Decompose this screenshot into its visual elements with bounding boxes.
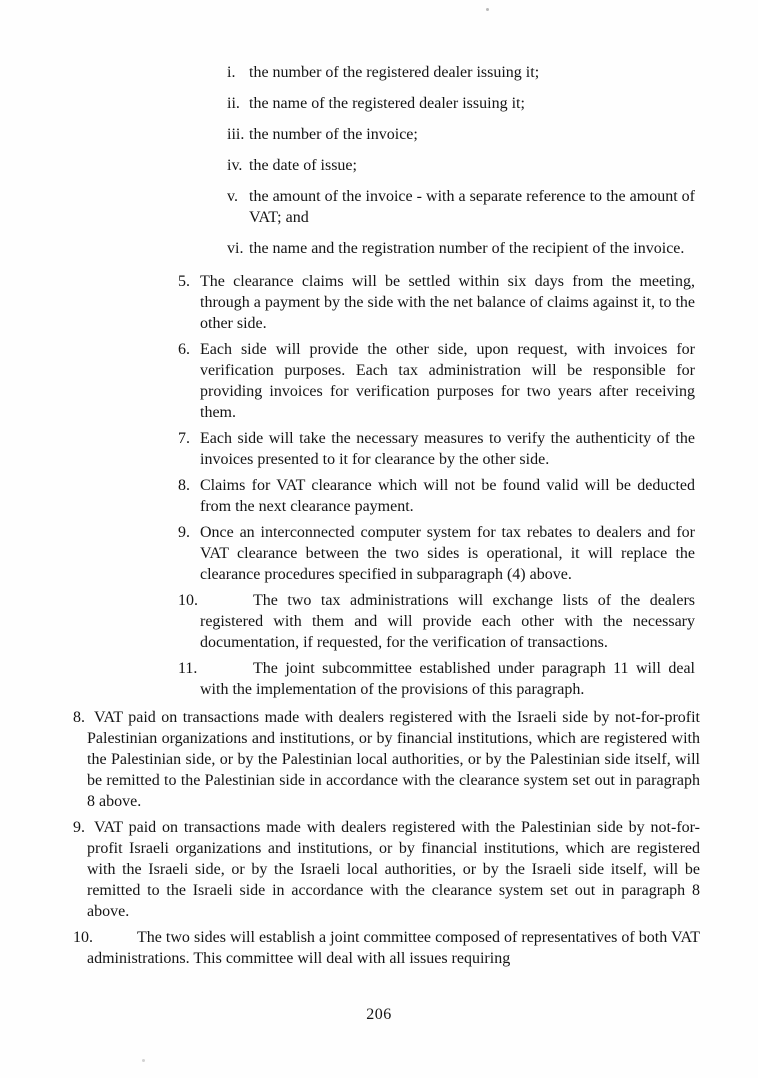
- item-text: Each side will take the necessary measures to verify the authenticity of the invoices presented to it for clearance by the other side.: [200, 430, 695, 468]
- item-text: the number of the invoice;: [249, 126, 418, 143]
- scan-artifact: [142, 1059, 145, 1062]
- item-text: the amount of the invoice - with a separate reference to the amount of VAT; and: [249, 188, 695, 226]
- item-marker: 5.: [178, 273, 190, 290]
- list-item: [178, 658, 695, 700]
- item-marker: 11.: [178, 660, 198, 677]
- item-text: Each side will provide the other side, upon request, with invoices for verification purposes. Each tax administration will be responsible for providing invoices for verification purposes for two years after receiving them.: [200, 341, 695, 421]
- item-text: The joint subcommittee established under paragraph 11 will deal with the implementation of the provisions of this paragraph.: [200, 660, 695, 698]
- list-item: [178, 522, 695, 585]
- list-item: [178, 475, 695, 517]
- item-text: VAT paid on transactions made with dealers registered with the Israeli side by not-for-profit Palestinian organizations and institutions, or by financial institutions, which are registered with the Palestinian side, or by the Palestinian local authorities, or by the Palestinian side itself, will be remitted to the Palestinian side in accordance with the clearance system set out in paragraph 8 above.: [87, 709, 700, 810]
- item-text: VAT paid on transactions made with dealers registered with the Palestinian side by not-for-profit Israeli organizations and institutions, or by financial institutions, which are registered with the Israeli side, or by the Israeli local authorities, or by the Israeli side itself, will be remitted to the Israeli side in accordance with the clearance system set out in paragraph 8 above.: [87, 819, 700, 920]
- item-marker: 6.: [178, 341, 190, 358]
- list-item: [73, 817, 700, 922]
- item-marker: 7.: [178, 430, 190, 447]
- list-item: [73, 707, 700, 812]
- scan-artifact: [486, 8, 489, 11]
- list-item: [227, 93, 695, 114]
- list-item: [73, 927, 700, 969]
- list-item: [178, 339, 695, 423]
- item-marker: v.: [227, 188, 238, 205]
- page-number: 206: [366, 1006, 392, 1023]
- list-item: [178, 428, 695, 470]
- numbered-sublist: [178, 271, 695, 700]
- list-item: [178, 271, 695, 334]
- item-marker: 8.: [178, 477, 190, 494]
- item-marker: 9.: [73, 819, 85, 836]
- item-marker: vi.: [227, 240, 244, 257]
- item-text: The two tax administrations will exchange lists of the dealers registered with them and will provide each other with the necessary documentation, if requested, for the verification of transactions.: [200, 592, 695, 651]
- list-item: [178, 590, 695, 653]
- list-item: [227, 124, 695, 145]
- item-marker: ii.: [227, 95, 240, 112]
- item-text: the name of the registered dealer issuing it;: [249, 95, 525, 112]
- item-marker: 10.: [73, 929, 93, 946]
- item-text: the number of the registered dealer issuing it;: [249, 64, 540, 81]
- item-marker: 8.: [73, 709, 85, 726]
- item-text: the date of issue;: [249, 157, 357, 174]
- main-paragraph-list: [73, 707, 700, 969]
- list-item: [227, 62, 695, 83]
- roman-numeral-sublist: [227, 62, 695, 259]
- item-text: Once an interconnected computer system for tax rebates to dealers and for VAT clearance between the two sides is operational, it will replace the clearance procedures specified in subparagraph (4) above.: [200, 524, 695, 583]
- item-text: the name and the registration number of the recipient of the invoice.: [249, 240, 685, 257]
- item-marker: iii.: [227, 126, 245, 143]
- item-marker: i.: [227, 64, 236, 81]
- list-item: [227, 155, 695, 176]
- item-marker: 9.: [178, 524, 190, 541]
- item-marker: iv.: [227, 157, 243, 174]
- item-text: Claims for VAT clearance which will not be found valid will be deducted from the next clearance payment.: [200, 477, 695, 515]
- list-item: [227, 186, 695, 228]
- item-text: The two sides will establish a joint committee composed of representatives of both VAT administrations. This committee will deal with all issues requiring: [87, 929, 700, 967]
- item-marker: 10.: [178, 592, 198, 609]
- list-item: [227, 238, 695, 259]
- item-text: The clearance claims will be settled within six days from the meeting, through a payment by the side with the net balance of claims against it, to the other side.: [200, 273, 695, 332]
